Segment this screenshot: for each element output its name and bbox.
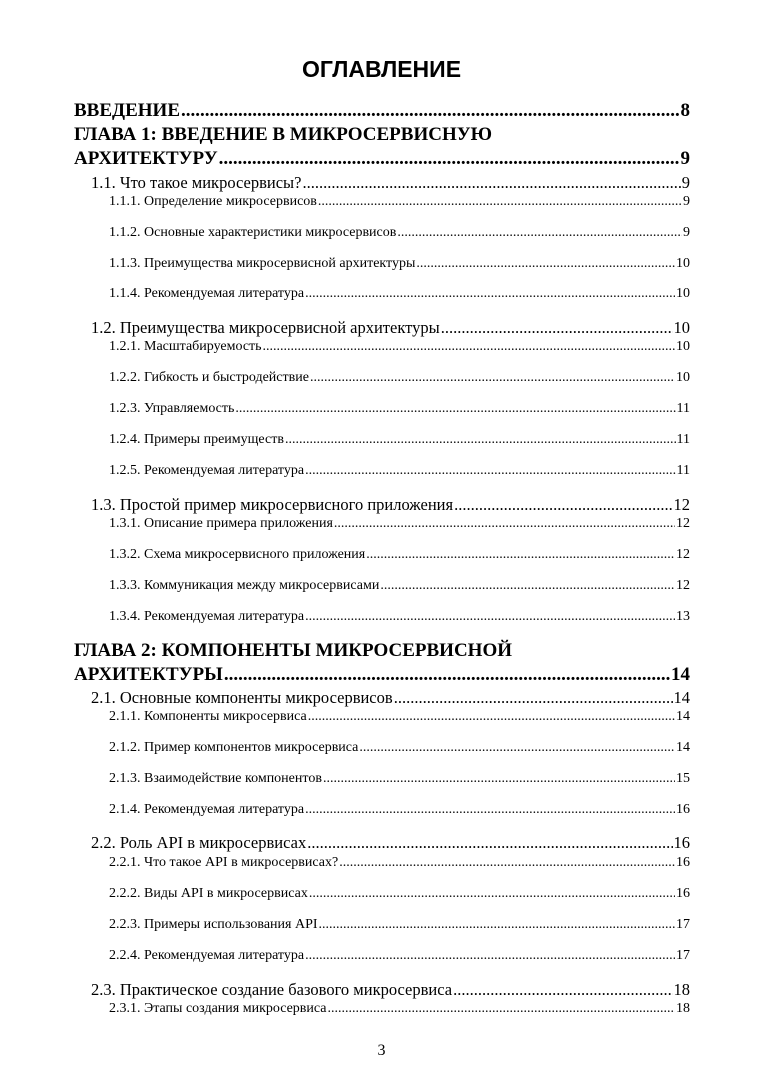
toc-entry-label: 2.2. Роль API в микросервисах — [91, 833, 307, 852]
toc-entry-page: 9 — [681, 173, 690, 192]
toc-entry-subsection[interactable] — [109, 771, 690, 787]
toc-entry-subsection[interactable] — [109, 401, 690, 417]
dot-leader — [359, 740, 675, 756]
toc-entry-page: 13 — [676, 609, 690, 624]
toc-entry-subsection[interactable] — [109, 948, 690, 964]
toc-entry-label: 2.2.2. Виды API в микросервисах — [109, 886, 308, 901]
toc-entry-page: 9 — [680, 148, 690, 169]
toc-entry-label: 2.1.3. Взаимодействие компонентов — [109, 771, 322, 786]
toc-entry-page: 9 — [683, 194, 690, 209]
toc-entry-label: 1.2.3. Управляемость — [109, 401, 235, 416]
toc-entry-label: 1.1.4. Рекомендуемая литература — [109, 286, 305, 301]
toc-entry-subsection[interactable] — [109, 463, 690, 479]
toc-entry-subsection[interactable] — [109, 256, 690, 272]
toc-entry-label: АРХИТЕКТУРЫ — [74, 664, 223, 685]
toc-entry-page: 14 — [676, 709, 690, 724]
toc-entry-label: 1.2.2. Гибкость и быстродействие — [109, 370, 309, 385]
dot-leader — [394, 688, 673, 708]
toc-entry-label: 1.2.4. Примеры преимуществ — [109, 432, 284, 447]
toc-entry-label: 2.2.1. Что такое API в микросервисах? — [109, 855, 339, 870]
toc-entry-subsection[interactable] — [109, 917, 690, 933]
dot-leader — [454, 495, 672, 515]
toc-entry-label: 1.3.3. Коммуникация между микросервисами — [109, 578, 380, 593]
dot-leader — [235, 401, 675, 417]
dot-leader — [308, 709, 675, 725]
toc-entry-chapter-2[interactable] — [74, 664, 690, 686]
dot-leader — [441, 318, 673, 338]
dot-leader — [366, 547, 675, 563]
toc-entry-page: 10 — [676, 256, 690, 271]
dot-leader — [181, 100, 680, 122]
toc-entry-label: 2.1.1. Компоненты микросервиса — [109, 709, 307, 724]
toc-entry-subsection[interactable] — [109, 516, 690, 532]
dot-leader — [305, 802, 675, 818]
toc-entry-label: 2.2.3. Примеры использования API — [109, 917, 318, 932]
toc-entry-page: 8 — [680, 100, 690, 121]
dot-leader — [310, 370, 675, 386]
toc-entry-page: 16 — [673, 833, 690, 852]
toc-entry-section-2-2[interactable] — [91, 833, 690, 853]
dot-leader — [309, 886, 675, 902]
toc-entry-label: 2.2.4. Рекомендуемая литература — [109, 948, 305, 963]
toc-entry-page: 12 — [676, 516, 690, 531]
toc-entry-page: 16 — [676, 855, 690, 870]
toc-entry-label: 1.1.3. Преимущества микросервисной архитектуры — [109, 256, 416, 271]
toc-entry-section-1-3[interactable] — [91, 495, 690, 515]
dot-leader — [305, 463, 675, 479]
toc-entry-subsection[interactable] — [109, 740, 690, 756]
toc-entry-section-2-3[interactable] — [91, 980, 690, 1000]
toc-entry-page: 14 — [676, 740, 690, 755]
toc-entry-label: ВВЕДЕНИЕ — [74, 100, 180, 121]
toc-entry-section-1-1[interactable] — [91, 173, 690, 193]
toc-entry-page: 11 — [676, 401, 690, 416]
toc-entry-page: 10 — [673, 318, 690, 337]
toc-entry-label: 2.3.1. Этапы создания микросервиса — [109, 1001, 327, 1016]
toc-entry-page: 12 — [676, 578, 690, 593]
dot-leader — [339, 855, 675, 871]
dot-leader — [323, 771, 675, 787]
dot-leader — [219, 148, 680, 170]
toc-entry-label: 2.1.4. Рекомендуемая литература — [109, 802, 305, 817]
page-number: 3 — [377, 1042, 386, 1059]
toc-entry-page: 9 — [683, 225, 690, 240]
toc-entry-subsection[interactable] — [109, 286, 690, 302]
toc-entry-subsection[interactable] — [109, 886, 690, 902]
toc-entry-page: 14 — [673, 688, 690, 707]
chapter-1-title-line1: ГЛАВА 1: ВВЕДЕНИЕ В МИКРОСЕРВИСНУЮ — [74, 124, 493, 145]
dot-leader — [380, 578, 675, 594]
toc-entry-label: 1.2.5. Рекомендуемая литература — [109, 463, 305, 478]
toc-entry-page: 10 — [676, 339, 690, 354]
toc-entry-label: 1.3. Простой пример микросервисного приложения — [91, 495, 454, 514]
toc-entry-label: 1.3.1. Описание примера приложения — [109, 516, 333, 531]
toc-entry-page: 14 — [671, 664, 690, 685]
toc-entry-section-2-1[interactable] — [91, 688, 690, 708]
toc-entry-subsection[interactable] — [109, 194, 690, 210]
page-title: ОГЛАВЛЕНИЕ — [301, 56, 462, 82]
dot-leader — [302, 173, 680, 193]
toc-entry-page: 17 — [676, 917, 690, 932]
dot-leader — [319, 917, 675, 933]
toc-entry-subsection[interactable] — [109, 225, 690, 241]
toc-entry-page: 16 — [676, 886, 690, 901]
toc-entry-label: 1.3.4. Рекомендуемая литература — [109, 609, 305, 624]
toc-entry-page: 11 — [676, 432, 690, 447]
toc-entry-label: 2.3. Практическое создание базового микросервиса — [91, 980, 453, 999]
toc-entry-section-1-2[interactable] — [91, 318, 690, 338]
toc-entry-label: 2.1.2. Пример компонентов микросервиса — [109, 740, 359, 755]
dot-leader — [285, 432, 676, 448]
dot-leader — [397, 225, 682, 241]
toc-entry-subsection[interactable] — [109, 370, 690, 386]
dot-leader — [224, 664, 670, 686]
dot-leader — [307, 833, 672, 853]
dot-leader — [305, 609, 675, 625]
toc-entry-subsection[interactable] — [109, 1001, 690, 1017]
toc-entry-page: 18 — [673, 980, 690, 999]
toc-entry-label: 1.1. Что такое микросервисы? — [91, 173, 302, 192]
dot-leader — [328, 1001, 675, 1017]
toc-entry-intro[interactable] — [74, 100, 690, 122]
toc-entry-subsection[interactable] — [109, 709, 690, 725]
dot-leader — [334, 516, 675, 532]
toc-entry-subsection[interactable] — [109, 432, 690, 448]
toc-entry-page: 12 — [673, 495, 690, 514]
toc-entry-page: 12 — [676, 547, 690, 562]
dot-leader — [453, 980, 672, 1000]
toc-entry-page: 16 — [676, 802, 690, 817]
toc-entry-subsection[interactable] — [109, 578, 690, 594]
toc-entry-page: 10 — [676, 286, 690, 301]
toc-entry-page: 18 — [676, 1001, 690, 1016]
toc-entry-page: 10 — [676, 370, 690, 385]
chapter-2-title-line1: ГЛАВА 2: КОМПОНЕНТЫ МИКРОСЕРВИСНОЙ — [74, 640, 513, 661]
toc-entry-label: 1.3.2. Схема микросервисного приложения — [109, 547, 366, 562]
dot-leader — [318, 194, 682, 210]
toc-entry-label: 1.2.1. Масштабируемость — [109, 339, 262, 354]
toc-entry-subsection[interactable] — [109, 855, 690, 871]
toc-entry-page: 15 — [676, 771, 690, 786]
toc-entry-label: 1.1.1. Определение микросервисов — [109, 194, 317, 209]
toc-entry-label: 1.1.2. Основные характеристики микросервисов — [109, 225, 397, 240]
toc-entry-subsection[interactable] — [109, 547, 690, 563]
dot-leader — [416, 256, 675, 272]
toc-entry-subsection[interactable] — [109, 609, 690, 625]
toc-entry-subsection[interactable] — [109, 802, 690, 818]
toc-entry-page: 17 — [676, 948, 690, 963]
dot-leader — [263, 339, 675, 355]
toc-entry-label: 1.2. Преимущества микросервисной архитектуры — [91, 318, 440, 337]
toc-entry-label: 2.1. Основные компоненты микросервисов — [91, 688, 393, 707]
toc-entry-label: АРХИТЕКТУРУ — [74, 148, 218, 169]
toc-entry-subsection[interactable] — [109, 339, 690, 355]
toc-entry-page: 11 — [676, 463, 690, 478]
dot-leader — [305, 948, 675, 964]
toc-entry-chapter-1[interactable] — [74, 148, 690, 170]
dot-leader — [305, 286, 675, 302]
